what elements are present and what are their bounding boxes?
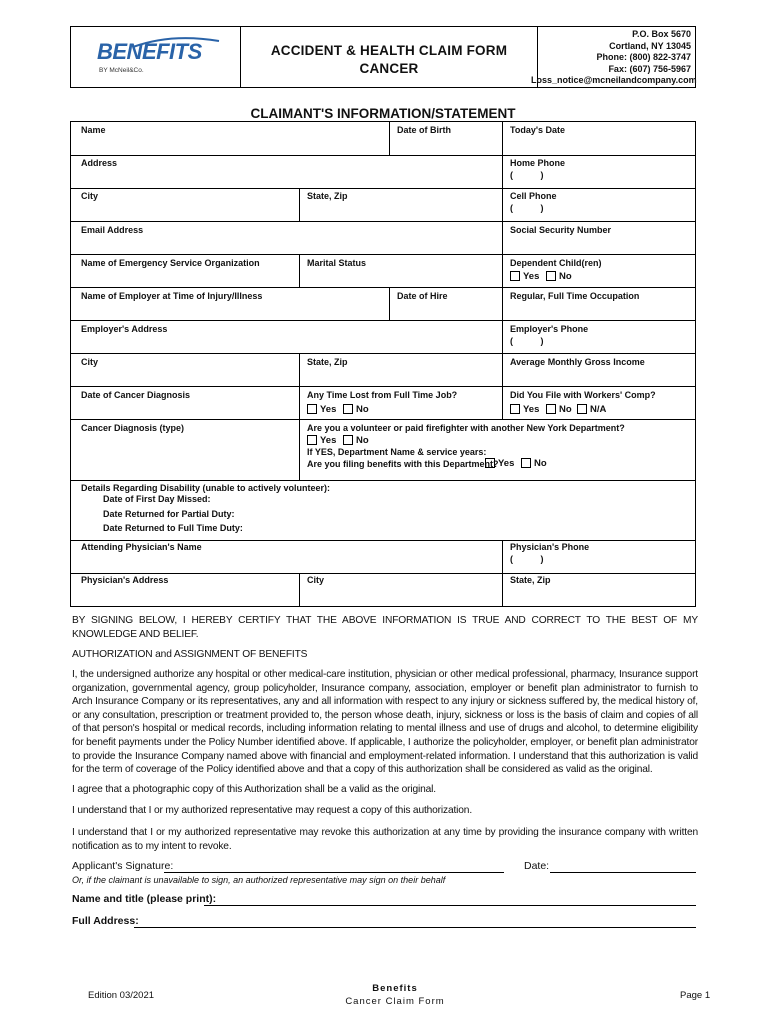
disability-details-label: Details Regarding Disability (unable to actively volunteer):: [81, 483, 331, 493]
address-po-box: P.O. Box 5670: [632, 29, 691, 39]
city-field[interactable]: City: [81, 191, 99, 201]
claimant-form-grid: [70, 121, 696, 607]
full-address-line[interactable]: [134, 927, 696, 928]
col-divider: [299, 386, 300, 419]
state-zip-field[interactable]: State, Zip: [307, 191, 348, 201]
col-divider: [299, 353, 300, 386]
ssn-field[interactable]: Social Security Number: [510, 225, 612, 235]
employer-name-field[interactable]: Name of Employer at Time of Injury/Illness: [81, 291, 263, 301]
name-title-label: Name and title (please print):: [72, 893, 217, 905]
physician-address-field[interactable]: Physician's Address: [81, 575, 169, 585]
col-divider: [389, 287, 390, 320]
col-divider: [502, 386, 503, 419]
address-email[interactable]: Loss_notice@mcneilandcompany.com: [531, 75, 697, 85]
form-header: [70, 26, 696, 88]
col-divider: [502, 254, 503, 287]
section-title: CLAIMANT'S INFORMATION/STATEMENT: [250, 106, 516, 121]
volunteer-no-checkbox[interactable]: No: [343, 435, 369, 446]
row-divider: [71, 386, 695, 387]
company-address: [531, 27, 697, 87]
row-divider: [71, 320, 695, 321]
filing-no-checkbox[interactable]: No: [521, 458, 547, 469]
time-lost-no-checkbox[interactable]: No: [343, 404, 369, 415]
filing-yes-checkbox[interactable]: Yes: [485, 458, 514, 469]
col-divider: [502, 188, 503, 221]
address-city: Cortland, NY 13045: [609, 40, 691, 51]
applicant-signature-line[interactable]: [164, 872, 504, 873]
today-date-field[interactable]: Today's Date: [510, 125, 565, 135]
workers-comp-yes-checkbox[interactable]: Yes: [510, 404, 539, 415]
dob-field[interactable]: Date of Birth: [397, 125, 451, 135]
row-divider: [71, 221, 695, 222]
name-field[interactable]: Name: [81, 125, 106, 135]
name-title-line[interactable]: [204, 905, 696, 906]
dependent-yes-checkbox[interactable]: Yes: [510, 271, 539, 282]
col-divider: [389, 122, 390, 155]
address-phone: Phone: (800) 822-3747: [596, 52, 691, 62]
cell-phone-paren: ( ): [510, 203, 544, 213]
filing-question: Are you filing benefits with this Department?: [307, 459, 499, 469]
employer-phone-paren: ( ): [510, 336, 544, 346]
employer-address-field[interactable]: Employer's Address: [81, 324, 168, 334]
photo-copy-statement: I agree that a photographic copy of this Authorization shall be a valid as the original.: [72, 784, 436, 795]
workers-comp-na-checkbox[interactable]: N/A: [577, 404, 606, 415]
row-divider: [71, 287, 695, 288]
physician-name-field[interactable]: Attending Physician's Name: [81, 542, 202, 552]
avg-income-field[interactable]: Average Monthly Gross Income: [510, 357, 645, 367]
email-field[interactable]: Email Address: [81, 225, 144, 235]
occupation-field[interactable]: Regular, Full Time Occupation: [510, 291, 640, 301]
first-day-missed-field[interactable]: Date of First Day Missed:: [103, 494, 211, 504]
col-divider: [502, 353, 503, 386]
full-address-label: Full Address:: [72, 915, 139, 927]
time-lost-yes-checkbox[interactable]: Yes: [307, 404, 336, 415]
form-title-line-2: CANCER: [359, 61, 419, 76]
row-divider: [71, 188, 695, 189]
row-divider: [71, 573, 695, 574]
dependent-no-checkbox[interactable]: No: [546, 271, 572, 282]
time-lost-label: Any Time Lost from Full Time Job?: [307, 390, 458, 400]
col-divider: [502, 221, 503, 254]
applicant-signature-label: Applicant's Signature:: [72, 860, 174, 872]
footer-brand: Benefits: [372, 983, 418, 994]
signature-date-label: Date:: [524, 860, 550, 872]
workers-comp-label: Did You File with Workers' Comp?: [510, 390, 656, 400]
form-title: [241, 27, 537, 87]
col-divider: [502, 122, 503, 155]
edition-label: Edition 03/2021: [88, 990, 155, 1001]
dependent-children-label: Dependent Child(ren): [510, 258, 602, 268]
revoke-statement: I understand that I or my authorized representative may revoke this authorization at any time by providing the insurance company with written notification as to my intent to revoke.: [72, 827, 698, 852]
cell-phone-field[interactable]: Cell Phone: [510, 191, 557, 201]
volunteer-question: Are you a volunteer or paid firefighter with another New York Department?: [307, 423, 625, 433]
authorization-paragraph: I, the undersigned authorize any hospital or other medical-care institution, physician or other medical professional, pharmacy, Insurance support organization, governmental agency, group policyholder, Insurance company, association, employer or benefit plan administrator to furnish to Arch Insurance Company or its representatives, any and all information with respect to any injury or sickness suffered by, the medical history of, or any consultation, prescription or treatment provided to, the person whose death, injury, sickness or loss is the basis of claim and copies of all of that person's hospital or medical records, including information relating to mental illness and use of drugs and alcohol, to determine eligibility for benefit payments under the Policy Number identified above. If applicable, I authorize the policyholder, employer, or benefit plan administrator to provide the Insurance Company named above with financial and employment-related information. I understand that this authorization is valid for the term of coverage of the Policy identified above and that a copy of this authorization shall be considered as valid as the original.: [72, 669, 698, 776]
volunteer-yes-checkbox[interactable]: Yes: [307, 435, 336, 446]
row-divider: [71, 155, 695, 156]
employer-city-field[interactable]: City: [81, 357, 99, 367]
footer-form-name: Cancer Claim Form: [345, 996, 445, 1007]
row-divider: [71, 540, 695, 541]
col-divider: [299, 573, 300, 606]
address-field[interactable]: Address: [81, 158, 118, 168]
signature-date-line[interactable]: [550, 872, 696, 873]
col-divider: [502, 573, 503, 606]
diagnosis-date-field[interactable]: Date of Cancer Diagnosis: [81, 390, 191, 400]
logo-subtext: BY McNeil&Co.: [99, 67, 144, 74]
row-divider: [71, 254, 695, 255]
col-divider: [299, 419, 300, 480]
physician-phone-field[interactable]: Physician's Phone: [510, 542, 590, 552]
full-duty-field[interactable]: Date Returned to Full Time Duty:: [103, 523, 243, 533]
certification-statement: BY SIGNING BELOW, I HEREBY CERTIFY THAT THE ABOVE INFORMATION IS TRUE AND CORRECT TO THE BEST OF MY KNOWLEDGE AND BELIEF.: [72, 615, 698, 640]
date-of-hire-field[interactable]: Date of Hire: [397, 291, 448, 301]
employer-state-zip-field[interactable]: State, Zip: [307, 357, 348, 367]
row-divider: [71, 353, 695, 354]
form-title-line-1: ACCIDENT & HEALTH CLAIM FORM: [270, 43, 508, 58]
logo: [71, 27, 241, 87]
row-divider: [71, 419, 695, 420]
authorization-title: AUTHORIZATION and ASSIGNMENT OF BENEFITS: [72, 649, 308, 660]
diagnosis-type-field[interactable]: Cancer Diagnosis (type): [81, 423, 185, 433]
partial-duty-field[interactable]: Date Returned for Partial Duty:: [103, 509, 235, 519]
page-number: Page 1: [680, 990, 711, 1001]
physician-city-field[interactable]: City: [307, 575, 325, 585]
home-phone-paren: ( ): [510, 170, 544, 180]
col-divider: [502, 320, 503, 353]
marital-status-field[interactable]: Marital Status: [307, 258, 367, 268]
logo-text: BENEFITS: [97, 39, 202, 64]
col-divider: [299, 188, 300, 221]
department-name-field[interactable]: If YES, Department Name & service years:: [307, 447, 487, 457]
physician-phone-paren: ( ): [510, 554, 544, 564]
physician-state-zip-field[interactable]: State, Zip: [510, 575, 551, 585]
address-fax: Fax: (607) 756-5967: [608, 63, 691, 74]
workers-comp-no-checkbox[interactable]: No: [546, 404, 572, 415]
col-divider: [299, 254, 300, 287]
col-divider: [502, 287, 503, 320]
home-phone-field[interactable]: Home Phone: [510, 158, 566, 168]
request-copy-statement: I understand that I or my authorized representative may request a copy of this authorization.: [72, 805, 473, 816]
col-divider: [502, 155, 503, 188]
col-divider: [502, 540, 503, 573]
ems-org-field[interactable]: Name of Emergency Service Organization: [81, 258, 260, 268]
row-divider: [71, 480, 695, 481]
employer-phone-field[interactable]: Employer's Phone: [510, 324, 589, 334]
representative-note: Or, if the claimant is unavailable to sign, an authorized representative may sign on their behalf: [72, 875, 446, 885]
